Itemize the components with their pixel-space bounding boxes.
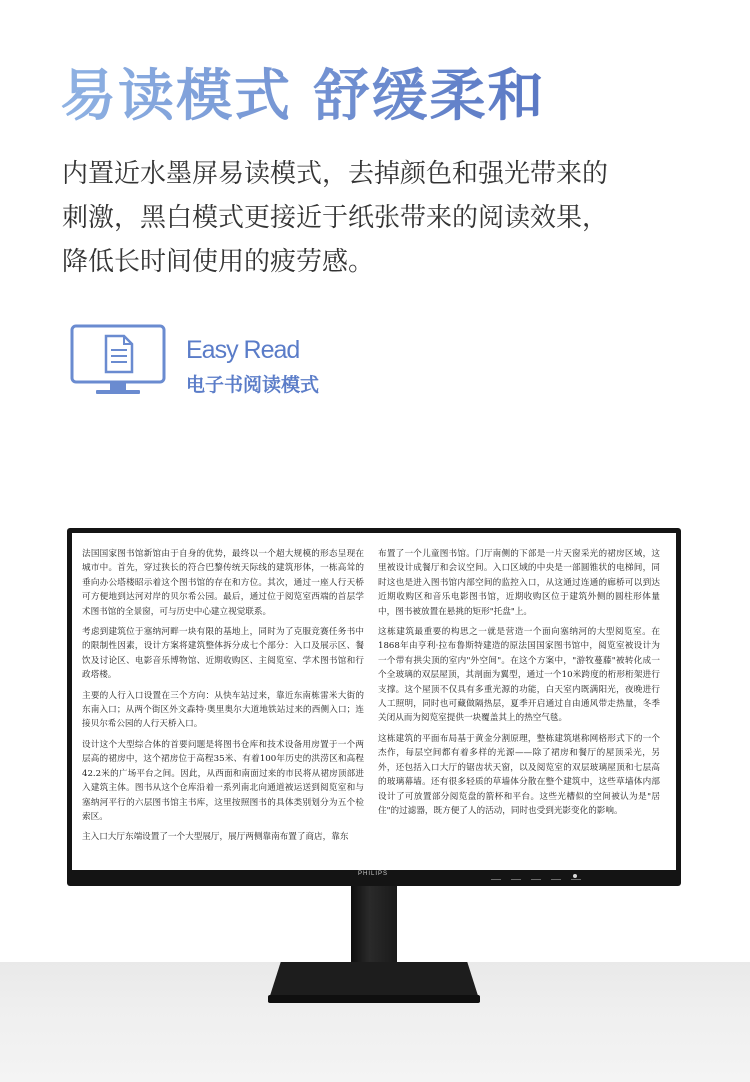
control-button-icon bbox=[491, 875, 581, 881]
feature-title-cn: 电子书阅读模式 bbox=[186, 374, 320, 396]
screen-paragraph: 主要的人行入口设置在三个方向：从快车站过来，靠近东南栋雷米大街的东南入口；从两个街区外文森特·奥里奥尔大道地铁站过来的西侧入口；连接贝尔希公园的人行天桥入口。 bbox=[82, 690, 364, 730]
screen-paragraph: 主入口大厅东端设置了一个大型展厅，展厅两侧靠南布置了商店，靠东 bbox=[82, 832, 349, 843]
monitor-screen bbox=[72, 533, 676, 870]
power-led-icon bbox=[573, 874, 577, 878]
screen-column-right bbox=[378, 547, 660, 824]
description-line: 内置近水墨屏易读模式，去掉颜色和强光带来的 bbox=[62, 159, 609, 189]
screen-paragraph: 设计这个大型综合体的首要问题是将图书仓库和技术设备用房置于一个两层高的裙房中，这个裙房位于高程35米、有着100年历史的洪涝区和高程42.2米的广场平台之间。因此，从西面和南面过来的市民将从裙房顶部进入建筑主体。图书从这个仓库沿着一系列南北向通道被运送到阅览室和与塞纳河平行的六层图书馆主书库，这里按照图书的具体类别划分为五个检索区。 bbox=[82, 739, 364, 822]
monitor-document-icon bbox=[70, 324, 166, 398]
brand-logo: PHILIPS bbox=[357, 871, 388, 877]
description bbox=[62, 152, 702, 284]
screen-paragraph: 这栋建筑的平面布局基于黄金分割原理，整栋建筑堪称网格形式下的一个杰作，每层空间都有着多样的光源——除了裙房和餐厅的屋顶采光，另外，还包括入口大厅的锯齿状天窗，以及阅览室的双层玻璃屋顶和七层高的玻璃幕墙。还有很多轻质的草墙体分散在整个建筑中，这些草墙体内部设计了可放置部分阅览盘的箭杯和平台。这些光槽似的空间被认为是"居住"的过滤器，既方便了人的活动，同时也受到光影变化的影响。 bbox=[378, 733, 660, 816]
screen-paragraph: 考虑到建筑位于塞纳河畔一块有限的基地上，同时为了克服竞赛任务书中的限制性因素，设计方案将建筑整体拆分成七个部分：入口及展示区、餐饮及讨论区、电影音乐博物馆、近期收购区、主阅览室、学术图书馆和行政塔楼。 bbox=[82, 627, 364, 681]
monitor-stand-base-edge bbox=[268, 995, 480, 1003]
screen-paragraph: 法国国家图书馆新馆由于自身的优势，最终以一个超大规模的形态呈现在城市中。首先，穿过狭长的符合巴黎传统天际线的建筑形体，一栋高耸的垂向办公塔楼昭示着这个图书馆的存在和方位。其次，通过一座人行天桥可方便地到达河对岸的贝尔希公园。最后，通过位于阅览室西端的首层学术图书馆的全景窗，可与历史中心建立视觉联系。 bbox=[82, 549, 364, 617]
description-line: 刺激，黑白模式更接近于纸张带来的阅读效果， bbox=[62, 203, 609, 233]
screen-column-left bbox=[82, 547, 364, 851]
headline: 易读模式 舒缓柔和 bbox=[60, 52, 546, 132]
screen-paragraph: 布置了一个儿童图书馆。门厅南侧的下部是一片天窗采光的裙房区域，这里被设计成餐厅和会议空间。入口区域的中央是一部圆锥状的电梯间，同时这也是进入图书馆内部空间的监控入口，从这通过连通的廊桥可以到达近期收购区和音乐电影图书馆，近期收购区位于建筑外侧的圆柱形体量中，图书被放置在悬挑的矩形"托盘"上。 bbox=[378, 549, 660, 617]
description-line: 降低长时间使用的疲劳感。 bbox=[62, 247, 375, 277]
feature-title-en: Easy Read bbox=[186, 336, 300, 364]
monitor bbox=[67, 528, 681, 886]
screen-paragraph: 这栋建筑最重要的构思之一就是营造一个面向塞纳河的大型阅览室。在1868年由亨利·拉布鲁斯特建造的原法国国家图书馆中，阅览室被设计为一个带有拱尖顶的室内"外空间"。在这个方案中，"游牧蔓藤"被转化成一个全玻璃的双层屋顶，其剖面为翼型，通过一个10米跨度的桁形桁架进行支撑。这个屋顶不仅具有多重光源的功能，白天室内既满阳光，夜晚进行人工照明，同时也可藏做隔热层，夏季开启通过自由通风带走热量，冬季关闭从而为阅览室提供一块覆盖其上的热空气毯。 bbox=[378, 627, 660, 724]
